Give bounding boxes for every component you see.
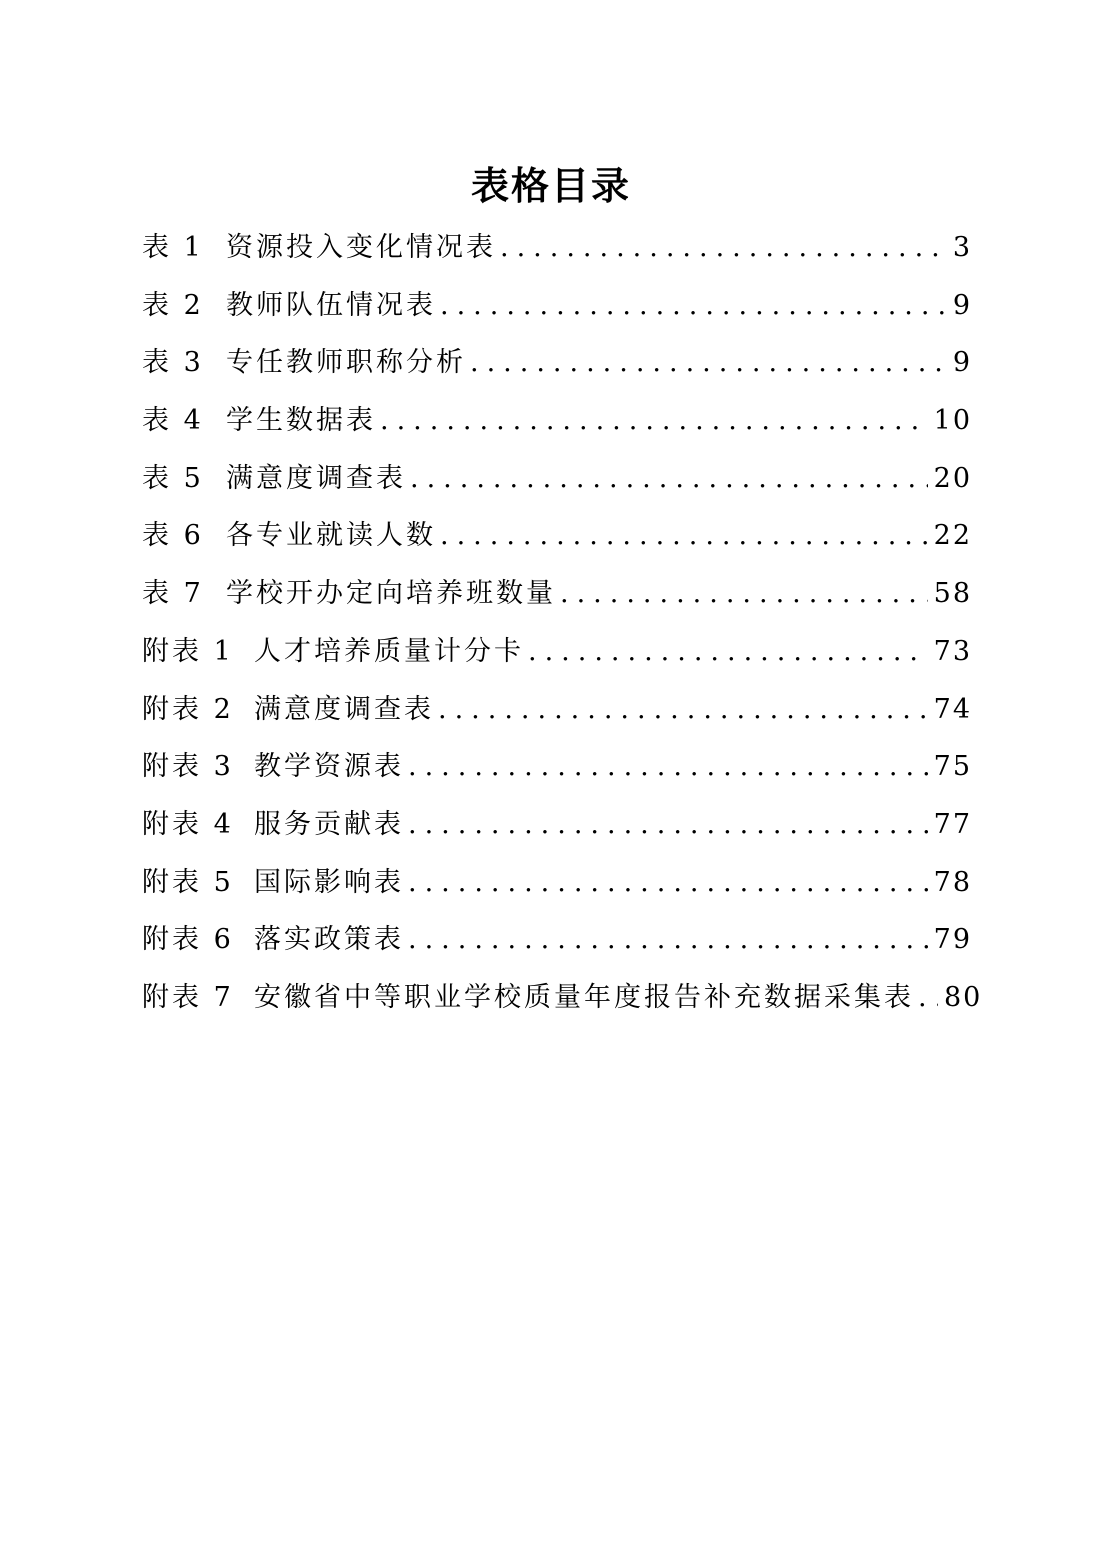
- toc-leader-dots: [918, 969, 938, 1027]
- toc-entry-page: 80: [944, 981, 983, 1013]
- toc-leader-dots: [470, 334, 947, 392]
- toc-entry[interactable]: [142, 738, 972, 796]
- toc-leader-dots: [380, 392, 928, 450]
- toc-entry[interactable]: [142, 277, 972, 335]
- toc-entry[interactable]: [142, 450, 972, 508]
- toc-entry-page: 78: [933, 866, 972, 898]
- toc-entry-page: 20: [933, 462, 972, 494]
- toc-entry-page: 9: [952, 347, 972, 379]
- toc-entry-title: 学生数据表: [226, 405, 376, 437]
- toc-entry-page: 73: [933, 635, 972, 667]
- toc-entry-page: 74: [933, 693, 972, 725]
- toc-leader-dots: [408, 738, 928, 796]
- toc-entry-label: 附表 2: [142, 693, 234, 725]
- toc-entry-page: 58: [933, 578, 972, 610]
- toc-entry-title: 满意度调查表: [226, 462, 406, 494]
- toc-entry-label: 附表 6: [142, 924, 234, 956]
- toc-entry[interactable]: [142, 392, 972, 450]
- toc-entry-title: 专任教师职称分析: [226, 347, 466, 379]
- toc-entry-label: 表 2: [142, 289, 204, 321]
- toc-leader-dots: [500, 219, 947, 277]
- toc-entry-title: 各专业就读人数: [226, 520, 436, 552]
- toc-entry[interactable]: [142, 969, 983, 1027]
- toc-entry-page: 75: [933, 751, 972, 783]
- toc-entry-label: 表 3: [142, 347, 204, 379]
- toc-leader-dots: [440, 277, 947, 335]
- toc-entry[interactable]: [142, 681, 972, 739]
- toc-entry-label: 附表 3: [142, 751, 234, 783]
- toc-leader-dots: [528, 623, 928, 681]
- toc-entry-label: 附表 4: [142, 808, 234, 840]
- table-of-contents: [142, 219, 983, 1027]
- toc-entry[interactable]: [142, 623, 972, 681]
- toc-leader-dots: [408, 796, 928, 854]
- toc-leader-dots: [438, 681, 928, 739]
- toc-entry-label: 表 6: [142, 520, 204, 552]
- toc-entry-label: 附表 5: [142, 866, 234, 898]
- toc-entry[interactable]: [142, 565, 972, 623]
- toc-entry-page: 10: [933, 405, 972, 437]
- toc-entry[interactable]: [142, 854, 972, 912]
- page-title: 表格目录: [470, 163, 631, 208]
- toc-entry[interactable]: [142, 334, 972, 392]
- toc-entry-title: 落实政策表: [254, 924, 404, 956]
- toc-entry[interactable]: [142, 507, 972, 565]
- toc-entry-title: 学校开办定向培养班数量: [226, 578, 556, 610]
- toc-leader-dots: [408, 911, 928, 969]
- toc-entry-title: 服务贡献表: [254, 808, 404, 840]
- toc-entry-label: 附表 7: [142, 981, 234, 1013]
- toc-entry-page: 3: [952, 232, 972, 263]
- toc-entry-title: 人才培养质量计分卡: [254, 635, 524, 667]
- toc-entry[interactable]: [142, 219, 972, 277]
- toc-entry-title: 国际影响表: [254, 866, 404, 898]
- toc-leader-dots: [410, 450, 928, 508]
- toc-entry-title: 安徽省中等职业学校质量年度报告补充数据采集表: [254, 981, 914, 1013]
- toc-leader-dots: [560, 565, 928, 623]
- toc-entry-title: 教学资源表: [254, 751, 404, 783]
- toc-entry-page: 77: [933, 808, 972, 840]
- toc-entry-title: 满意度调查表: [254, 693, 434, 725]
- toc-entry-page: 22: [933, 520, 972, 552]
- toc-entry-title: 资源投入变化情况表: [226, 232, 496, 263]
- toc-entry-title: 教师队伍情况表: [226, 289, 436, 321]
- toc-leader-dots: [440, 507, 928, 565]
- toc-entry-label: 表 1: [142, 232, 204, 263]
- toc-entry-page: 79: [933, 924, 972, 956]
- toc-leader-dots: [408, 854, 928, 912]
- toc-entry[interactable]: [142, 911, 972, 969]
- toc-entry-label: 表 5: [142, 462, 204, 494]
- toc-entry-label: 附表 1: [142, 635, 234, 667]
- toc-entry-label: 表 7: [142, 578, 204, 610]
- toc-entry-page: 9: [952, 289, 972, 321]
- toc-entry[interactable]: [142, 796, 972, 854]
- toc-entry-label: 表 4: [142, 405, 204, 437]
